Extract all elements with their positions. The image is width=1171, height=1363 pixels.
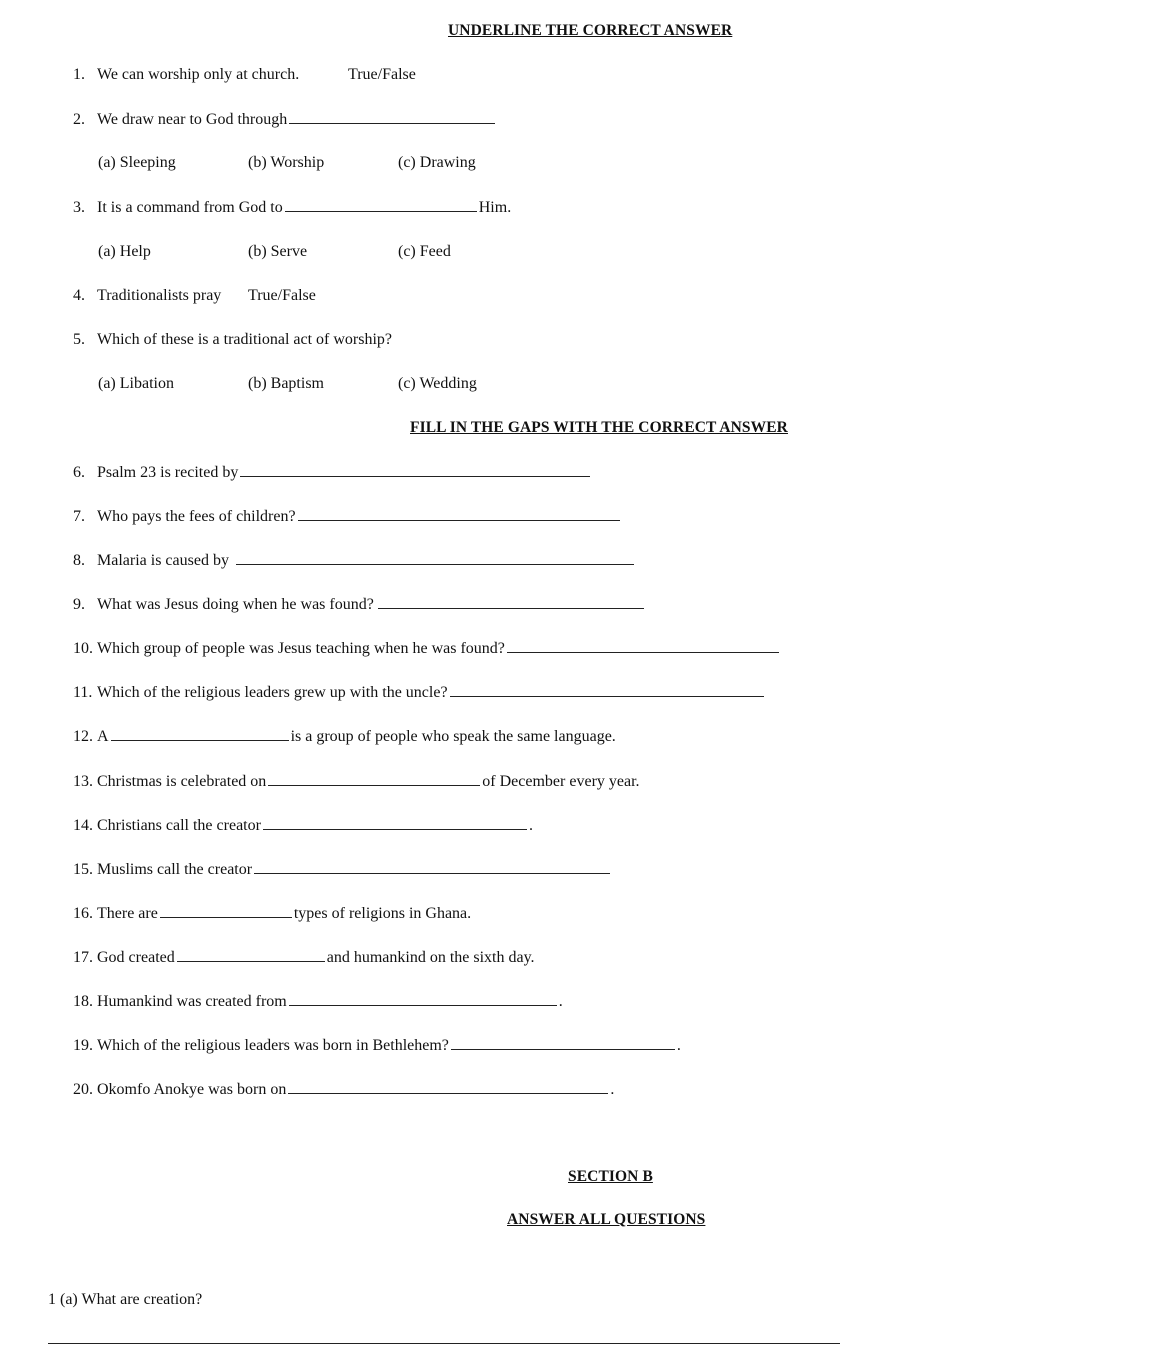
answer-line[interactable] xyxy=(48,1343,840,1344)
heading-underline-correct-answer: UNDERLINE THE CORRECT ANSWER xyxy=(448,22,733,39)
question-text: Which of the religious leaders grew up with the uncle? xyxy=(97,684,448,701)
question-4 xyxy=(73,286,221,306)
question-7 xyxy=(73,506,622,527)
question-text: Who pays the fees of children? xyxy=(97,508,296,525)
question-12 xyxy=(73,726,616,747)
answer-blank[interactable] xyxy=(240,462,590,477)
question-17 xyxy=(73,947,535,968)
option-c[interactable]: (c) Feed xyxy=(398,243,451,260)
option-a[interactable]: (a) Help xyxy=(98,243,151,260)
question-number: 6. xyxy=(73,464,85,481)
question-number: 5. xyxy=(73,331,85,348)
option-c[interactable]: (c) Wedding xyxy=(398,375,477,392)
question-10 xyxy=(73,638,781,659)
answer-blank[interactable] xyxy=(507,638,779,653)
question-text: God created xyxy=(97,949,175,966)
question-text-end: and humankind on the sixth day. xyxy=(326,949,535,966)
true-false-option[interactable]: True/False xyxy=(348,66,416,83)
section-b-question-1a: 1 (a) What are creation? xyxy=(48,1291,203,1308)
question-number: 8. xyxy=(73,552,85,569)
answer-blank[interactable] xyxy=(268,771,480,786)
question-16 xyxy=(73,903,471,924)
question-text: It is a command from God to xyxy=(97,199,283,216)
question-19 xyxy=(73,1035,681,1056)
answer-blank[interactable] xyxy=(263,815,527,830)
question-9 xyxy=(73,594,646,615)
heading-fill-in-gaps: FILL IN THE GAPS WITH THE CORRECT ANSWER xyxy=(410,419,788,436)
answer-blank[interactable] xyxy=(236,550,634,565)
question-end-punctuation: . xyxy=(610,1081,615,1098)
question-end-punctuation: . xyxy=(558,993,563,1010)
question-text-end: of December every year. xyxy=(482,773,640,790)
answer-blank[interactable] xyxy=(160,903,292,918)
answer-blank[interactable] xyxy=(378,594,644,609)
question-number: 12. xyxy=(73,728,93,745)
question-text-end: Him. xyxy=(478,199,512,216)
question-number: 16. xyxy=(73,905,93,922)
section-b-title: SECTION B xyxy=(568,1168,653,1185)
question-text: Traditionalists pray xyxy=(97,287,222,304)
question-text: Christians call the creator xyxy=(97,817,261,834)
question-text: Which of the religious leaders was born in Bethlehem? xyxy=(97,1037,449,1054)
option-b[interactable]: (b) Worship xyxy=(248,154,325,171)
question-text: We draw near to God through xyxy=(97,111,288,128)
question-6 xyxy=(73,462,592,483)
question-number: 9. xyxy=(73,596,85,613)
question-number: 20. xyxy=(73,1081,93,1098)
section-b-instruction: ANSWER ALL QUESTIONS xyxy=(507,1211,706,1228)
question-text: Psalm 23 is recited by xyxy=(97,464,239,481)
question-text: What was Jesus doing when he was found? xyxy=(97,596,374,613)
question-number: 4. xyxy=(73,287,85,304)
option-b[interactable]: (b) Baptism xyxy=(248,375,324,392)
question-text: Which of these is a traditional act of worship? xyxy=(97,331,393,348)
question-number: 3. xyxy=(73,199,85,216)
question-number: 1. xyxy=(73,66,85,83)
question-end-punctuation: . xyxy=(676,1037,681,1054)
question-2 xyxy=(73,109,497,130)
question-1 xyxy=(73,65,299,85)
question-text: Muslims call the creator xyxy=(97,861,253,878)
question-number: 11. xyxy=(73,684,93,701)
question-3 xyxy=(73,197,511,218)
question-text: A xyxy=(97,728,109,745)
question-18 xyxy=(73,991,563,1012)
question-number: 13. xyxy=(73,773,93,790)
question-text: Christmas is celebrated on xyxy=(97,773,267,790)
option-a[interactable]: (a) Libation xyxy=(98,375,174,392)
answer-blank[interactable] xyxy=(177,947,325,962)
question-text: Humankind was created from xyxy=(97,993,287,1010)
question-end-punctuation: . xyxy=(528,817,533,834)
answer-blank[interactable] xyxy=(288,1079,608,1094)
option-a[interactable]: (a) Sleeping xyxy=(98,154,176,171)
option-c[interactable]: (c) Drawing xyxy=(398,154,476,171)
question-14 xyxy=(73,815,533,836)
question-number: 2. xyxy=(73,111,85,128)
answer-blank[interactable] xyxy=(289,991,557,1006)
question-number: 14. xyxy=(73,817,93,834)
answer-blank[interactable] xyxy=(254,859,610,874)
true-false-option[interactable]: True/False xyxy=(248,287,316,304)
answer-blank[interactable] xyxy=(111,726,289,741)
question-13 xyxy=(73,771,640,792)
question-number: 10. xyxy=(73,640,93,657)
question-5 xyxy=(73,330,392,350)
answer-blank[interactable] xyxy=(298,506,620,521)
question-15 xyxy=(73,859,612,880)
question-text: Which group of people was Jesus teaching when he was found? xyxy=(97,640,505,657)
answer-blank[interactable] xyxy=(289,109,495,124)
answer-blank[interactable] xyxy=(451,1035,675,1050)
option-b[interactable]: (b) Serve xyxy=(248,243,308,260)
question-number: 17. xyxy=(73,949,93,966)
question-number: 19. xyxy=(73,1037,93,1054)
question-text: Malaria is caused by xyxy=(97,552,229,569)
question-8 xyxy=(73,550,636,571)
question-20 xyxy=(73,1079,614,1100)
answer-blank[interactable] xyxy=(450,682,764,697)
question-11 xyxy=(73,682,766,703)
question-text: Okomfo Anokye was born on xyxy=(97,1081,287,1098)
question-text: We can worship only at church. xyxy=(97,66,300,83)
question-text: There are xyxy=(97,905,158,922)
question-text-end: types of religions in Ghana. xyxy=(293,905,472,922)
question-number: 18. xyxy=(73,993,93,1010)
question-number: 7. xyxy=(73,508,85,525)
answer-blank[interactable] xyxy=(285,197,477,212)
question-number: 15. xyxy=(73,861,93,878)
question-text-end: is a group of people who speak the same language. xyxy=(290,728,616,745)
